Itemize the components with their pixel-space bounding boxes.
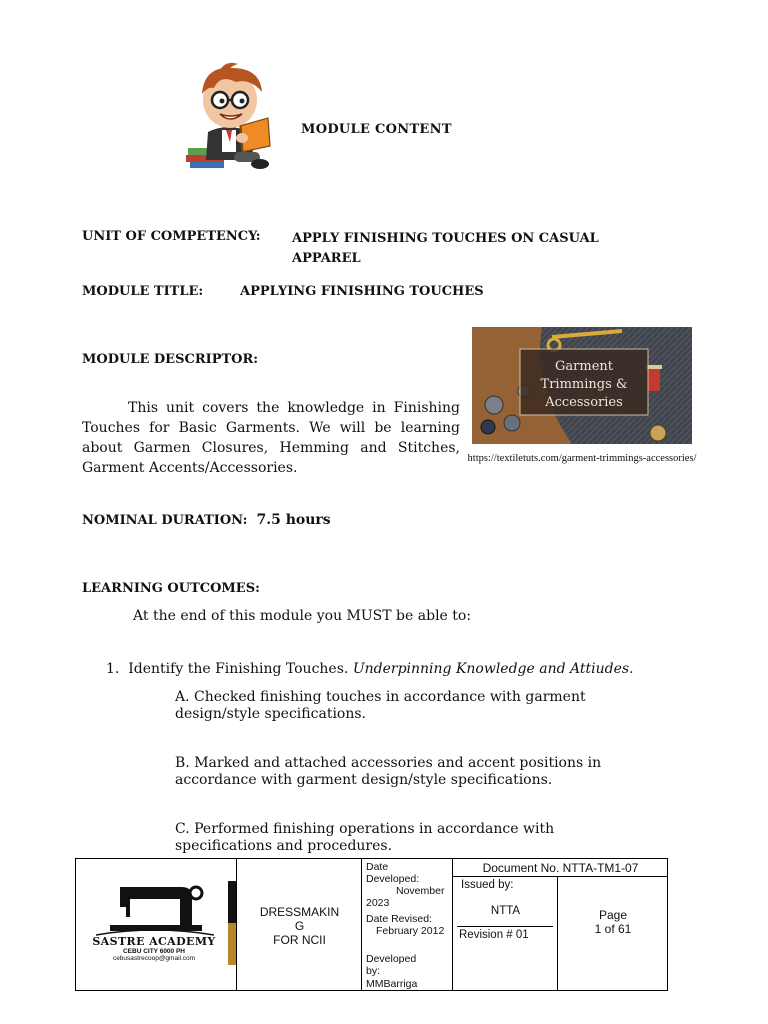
page-number: 1 of 61	[594, 922, 632, 936]
developed-by-label: Developed by:	[366, 953, 417, 977]
revision-number: Revision # 01	[459, 929, 529, 941]
issued-by-value: NTTA	[490, 905, 521, 917]
sewing-machine-icon	[90, 881, 220, 939]
page-cell	[558, 877, 668, 990]
date-revised-label: Date Revised:	[366, 913, 432, 925]
garment-trimmings-image	[472, 327, 692, 444]
logo-accent-bar	[228, 881, 236, 923]
outcome-text: Identify the Finishing Touches.	[128, 661, 349, 677]
document-number: Document No. NTTA-TM1-07	[453, 859, 668, 877]
dates-cell	[362, 859, 453, 990]
learning-outcomes-label: LEARNING OUTCOMES:	[82, 581, 260, 596]
outcome-criterion-b: B. Marked and attached accessories and accent positions in accordance with garment design/style specifications.	[175, 755, 602, 788]
issued-cell	[453, 877, 558, 990]
issued-by-label: Issued by:	[461, 879, 514, 891]
page-label: Page	[598, 908, 628, 922]
course-line2: G	[294, 919, 305, 933]
course-cell	[237, 859, 362, 990]
image-source-link[interactable]: https://textiletuts.com/garment-trimmings-accessories/	[467, 453, 697, 464]
learning-outcomes-intro: At the end of this module you MUST be able to:	[133, 608, 472, 624]
date-developed-label: Date Developed:	[366, 861, 420, 885]
image-text-line2: Trimmings &	[540, 377, 628, 392]
developed-by-value: MMBarriga	[366, 978, 418, 990]
logo-name: SASTRE ACADEMY	[92, 935, 216, 948]
image-text-line1: Garment	[555, 359, 613, 374]
course-line3: FOR NCII	[273, 933, 326, 947]
nominal-duration-label: NOMINAL DURATION:	[82, 513, 248, 528]
image-text-line3: Accessories	[545, 395, 623, 410]
module-title-value: APPLYING FINISHING TOUCHES	[240, 284, 484, 299]
unit-of-competency-value: APPLY FINISHING TOUCHES ON CASUAL APPAREL	[292, 231, 599, 266]
module-title-label: MODULE TITLE:	[82, 284, 204, 299]
reading-boy-illustration	[180, 60, 275, 172]
date-developed-value: November 2023	[366, 885, 445, 909]
unit-of-competency-label: UNIT OF COMPETENCY:	[82, 229, 261, 244]
module-descriptor-text: This unit covers the knowledge in Finishing Touches for Basic Garments. We will be learning about Garmen Closures, Hemming and Stitches, Garment Accents/Accessories.	[82, 400, 460, 476]
outcome-number: 1.	[106, 661, 120, 677]
logo-accent-bar-gold	[228, 923, 236, 965]
outcome-criterion-a: A. Checked finishing touches in accordance with garment design/style specifications.	[175, 689, 586, 722]
module-content-heading: MODULE CONTENT	[301, 122, 452, 137]
logo-cell	[76, 859, 237, 990]
document-footer-table	[75, 858, 668, 991]
course-line1: DRESSMAKIN	[259, 905, 340, 919]
module-descriptor-label: MODULE DESCRIPTOR:	[82, 352, 259, 367]
logo-email: cebusastrecoop@gmail.com	[112, 955, 196, 962]
learning-outcome-item	[106, 661, 634, 677]
nominal-duration-value: 7.5 hours	[256, 512, 331, 528]
date-revised-value: February 2012	[376, 925, 445, 937]
outcome-criterion-c: C. Performed finishing operations in accordance with specifications and procedures.	[175, 821, 555, 854]
nominal-duration	[82, 512, 331, 528]
outcome-italic-note: Underpinning Knowledge and Attiudes.	[352, 661, 634, 677]
logo-city: CEBU CITY 6000 PH	[122, 948, 185, 955]
